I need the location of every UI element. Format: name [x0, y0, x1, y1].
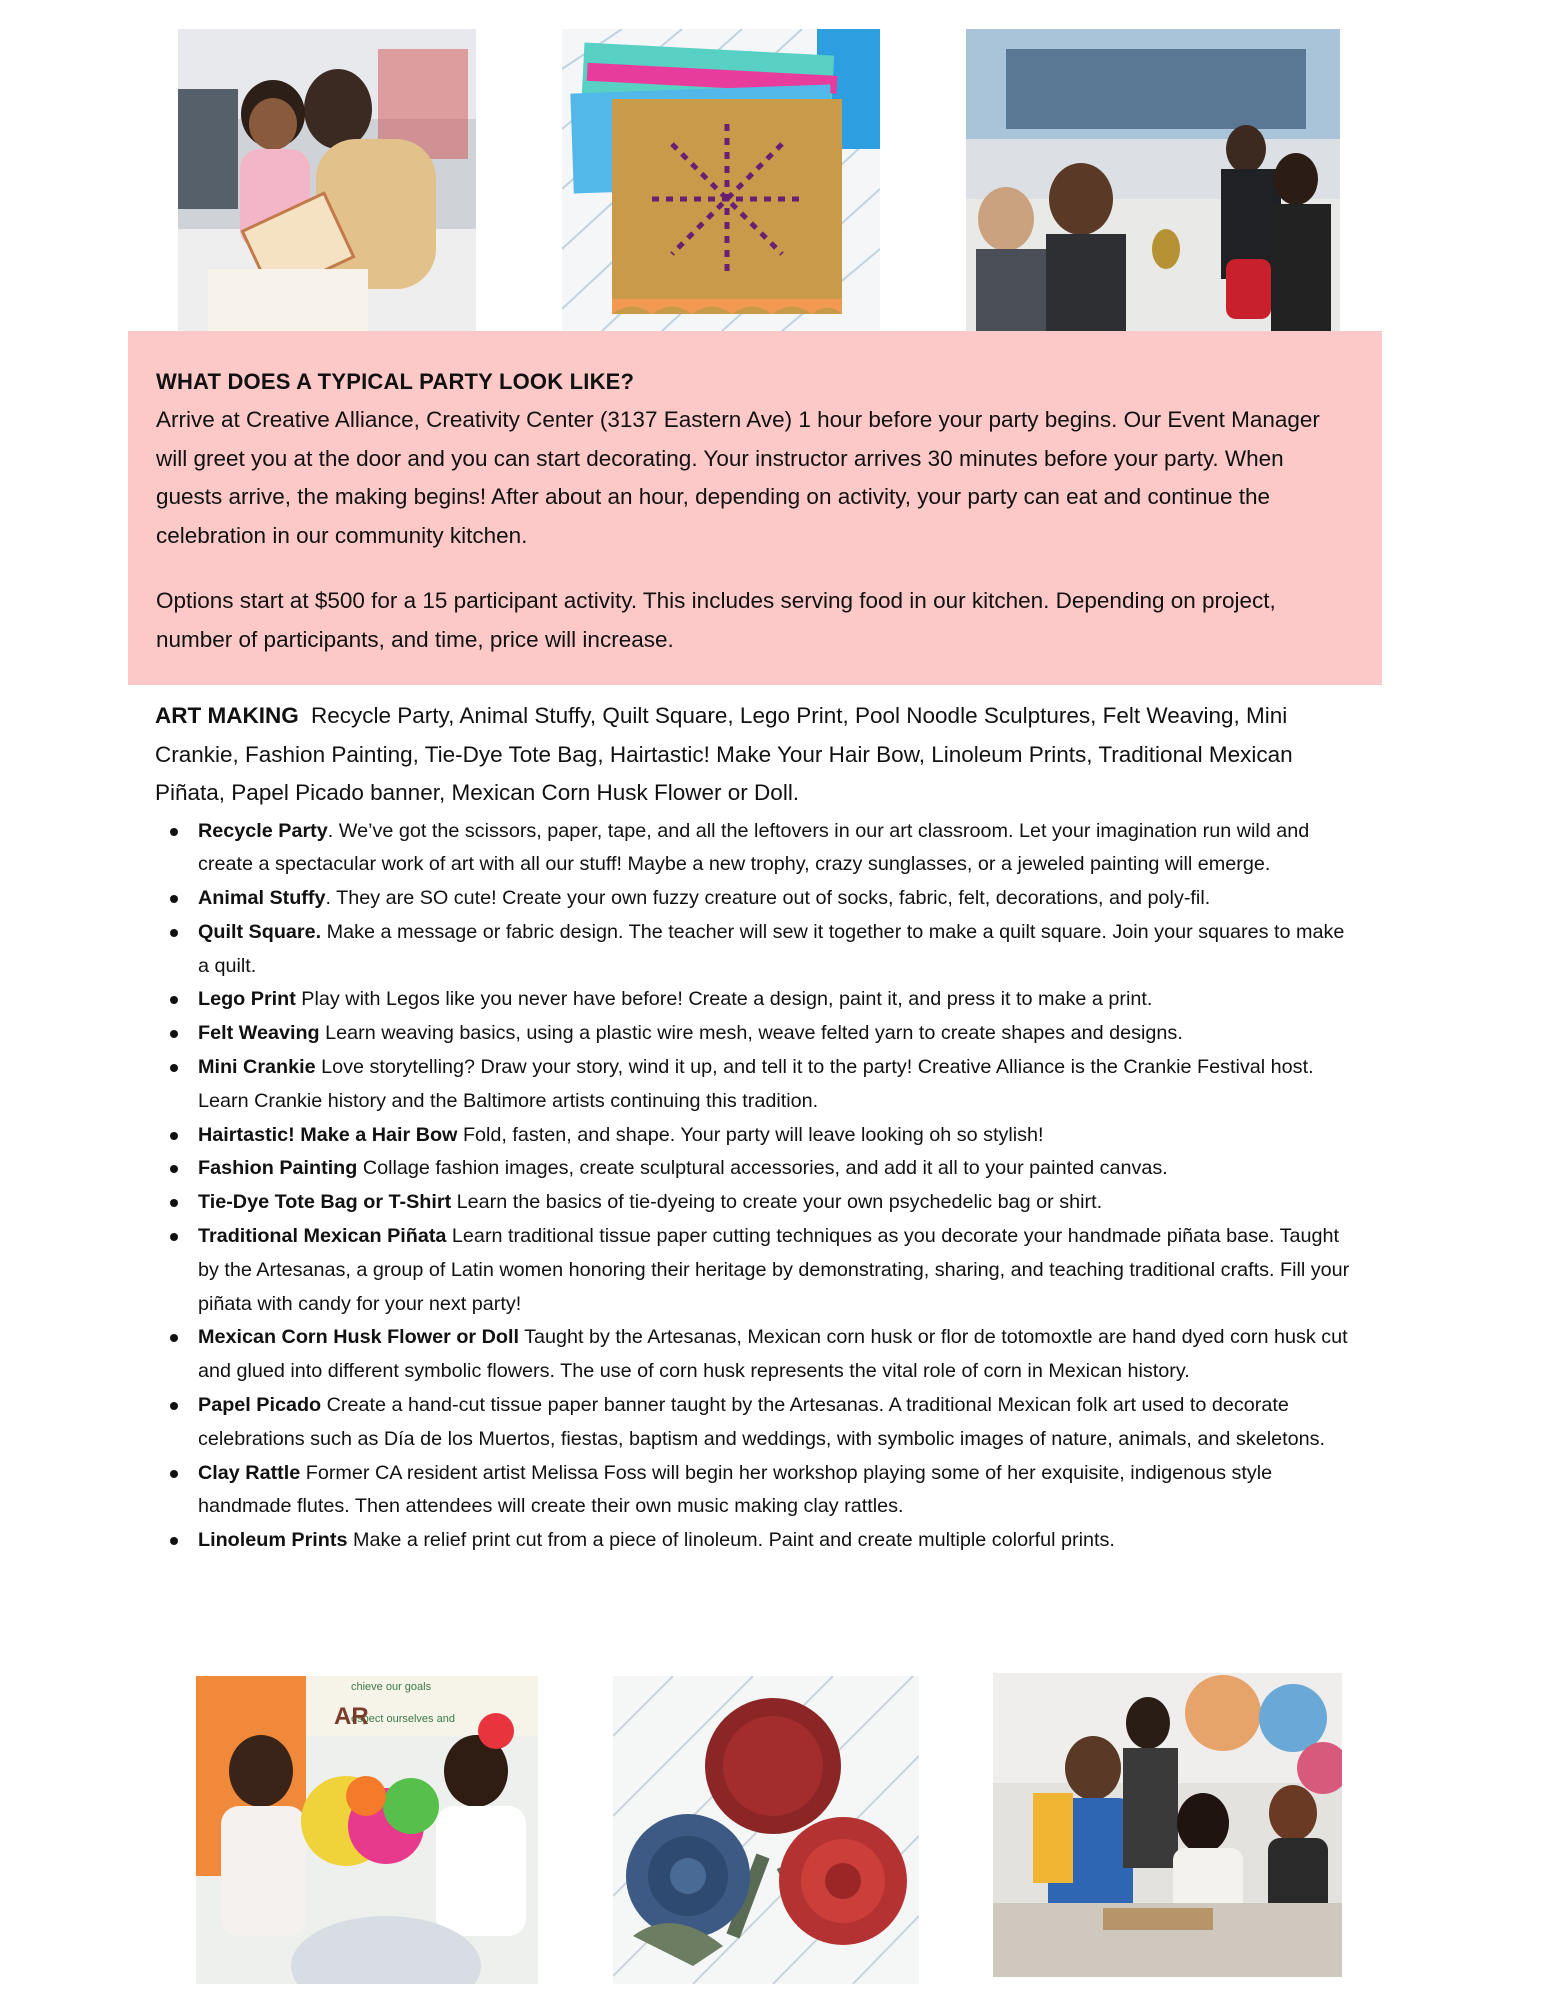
activity-list [155, 815, 1355, 1559]
activity-title: Mini Crankie [198, 1056, 316, 1079]
activity-title: Mexican Corn Husk Flower or Doll [198, 1326, 519, 1349]
activity-title: Linoleum Prints [198, 1529, 348, 1552]
activity-description: Fold, fasten, and shape. Your party will leave looking oh so stylish! [457, 1123, 1044, 1146]
photo-linoleum-printing-workshop [993, 1673, 1342, 1977]
activity-title: Tie-Dye Tote Bag or T-Shirt [198, 1191, 452, 1214]
activity-title: Hairtastic! Make a Hair Bow [198, 1123, 458, 1146]
activity-title: Lego Print [198, 988, 296, 1011]
activity-description: Collage fashion images, create sculptural accessories, and add it all to your painted canvas. [357, 1157, 1168, 1180]
activity-animal-stuffy [198, 882, 1355, 916]
photo-corn-husk-flowers [613, 1676, 919, 1984]
activity-corn-husk [198, 1321, 1355, 1389]
activity-recycle-party [198, 815, 1355, 883]
activity-description: Make a relief print cut from a piece of linoleum. Paint and create multiple colorful prints. [347, 1529, 1115, 1552]
activity-description: Make a message or fabric design. The teacher will sew it together to make a quilt square. Join your squares to make a quilt. [198, 920, 1345, 977]
party-description: Arrive at Creative Alliance, Creativity Center (3137 Eastern Ave) 1 hour before your party begins. Our Event Manager will greet you at the door and you can start decorating. Your instructor arrives 30 minutes before your party. When guests arrive, the making begins! After about an hour, depending on activity, your party can eat and continue the celebration in our community kitchen. [156, 407, 1320, 548]
activity-mexican-pinata [198, 1220, 1355, 1321]
activity-title: Papel Picado [198, 1394, 322, 1417]
activity-tie-dye [198, 1186, 1355, 1220]
activity-description: Learn traditional tissue paper cutting techniques as you decorate your handmade piñata base. Taught by the Artesanas, a group of Latin women honoring their heritage by demonstrating, sharing, and teaching traditional crafts. Fill your piñata with candy for your next party! [198, 1225, 1350, 1315]
photo-girls-with-pinatas [196, 1676, 538, 1984]
activity-description: . They are SO cute! Create your own fuzzy creature out of socks, fabric, felt, decorations, and poly-fil. [325, 887, 1211, 910]
activity-title: Clay Rattle [198, 1461, 301, 1484]
activity-title: Traditional Mexican Piñata [198, 1225, 447, 1248]
activity-description: Love storytelling? Draw your story, wind it up, and tell it to the party! Creative Alliance is the Crankie Festival host. Learn Crankie history and the Baltimore artists continuing this tradition. [198, 1056, 1314, 1112]
activity-papel-picado [198, 1389, 1355, 1457]
wall-sign-text-2: espect ourselves and [351, 1713, 455, 1725]
activity-title: Animal Stuffy [198, 887, 326, 910]
activity-description: Create a hand-cut tissue paper banner taught by the Artesanas. A traditional Mexican folk art used to decorate celebrations such as Día de los Muertos, fiestas, baptism and weddings, with symbolic images of nature, animals, and skeletons. [198, 1394, 1325, 1450]
activity-linoleum-prints [198, 1524, 1355, 1558]
activity-title: Felt Weaving [198, 1022, 320, 1045]
activity-title: Recycle Party [198, 819, 328, 842]
activity-description: Taught by the Artesanas, Mexican corn husk or flor de totomoxtle are hand dyed corn husk cut and glued into different symbolic flowers. The use of corn husk represents the vital role of corn in Mexican history. [198, 1326, 1348, 1383]
activity-description: . We’ve got the scissors, paper, tape, and all the leftovers in our art classroom. Let your imagination run wild and create a spectacular work of art with all our stuff! Maybe a new trophy, crazy sunglasses, or a jeweled painting will emerge. [198, 819, 1310, 876]
activity-description: Learn the basics of tie-dyeing to create your own psychedelic bag or shirt. [451, 1191, 1103, 1214]
activity-felt-weaving [198, 1017, 1355, 1051]
art-making-list: Recycle Party, Animal Stuffy, Quilt Square, Lego Print, Pool Noodle Sculptures, Felt Weaving, Mini Crankie, Fashion Painting, Tie-Dye Tote Bag, Hairtastic! Make Your Hair Bow, Linoleum Prints, Traditional Mexican Piñata, Papel Picado banner, Mexican Corn Husk Flower or Doll. [155, 703, 1293, 805]
activity-title: Quilt Square. [198, 920, 322, 943]
wall-sign-letters: AR [334, 1703, 369, 1730]
activity-title: Fashion Painting [198, 1157, 358, 1180]
party-pricing: Options start at $500 for a 15 participant activity. This includes serving food in our kitchen. Depending on project, number of participants, and time, price will increase. [156, 588, 1276, 652]
photo-child-and-woman-with-art [178, 29, 476, 331]
activity-description: Former CA resident artist Melissa Foss will begin her workshop playing some of her exquisite, indigenous style handmade flutes. Then attendees will create their own music making clay rattles. [198, 1461, 1273, 1518]
activity-fashion-painting [198, 1152, 1355, 1186]
activity-mini-crankie [198, 1051, 1355, 1119]
activity-description: Play with Legos like you never have before! Create a design, paint it, and press it to make a print. [295, 988, 1153, 1011]
activity-hairtastic [198, 1119, 1355, 1153]
activity-lego-print [198, 983, 1355, 1017]
typical-party-info-box [128, 331, 1382, 685]
photo-papel-picado-banner [562, 29, 880, 331]
art-making-label: ART MAKING [155, 703, 299, 728]
art-making-section [155, 697, 1355, 1558]
activity-clay-rattle [198, 1457, 1355, 1525]
wall-sign-text-1: chieve our goals [351, 1681, 432, 1693]
party-heading: WHAT DOES A TYPICAL PARTY LOOK LIKE? [156, 369, 635, 394]
activity-description: Learn weaving basics, using a plastic wire mesh, weave felted yarn to create shapes and designs. [319, 1022, 1183, 1045]
photo-kitchen-party [966, 29, 1340, 331]
activity-quilt-square [198, 916, 1355, 984]
art-making-intro [155, 697, 1355, 813]
